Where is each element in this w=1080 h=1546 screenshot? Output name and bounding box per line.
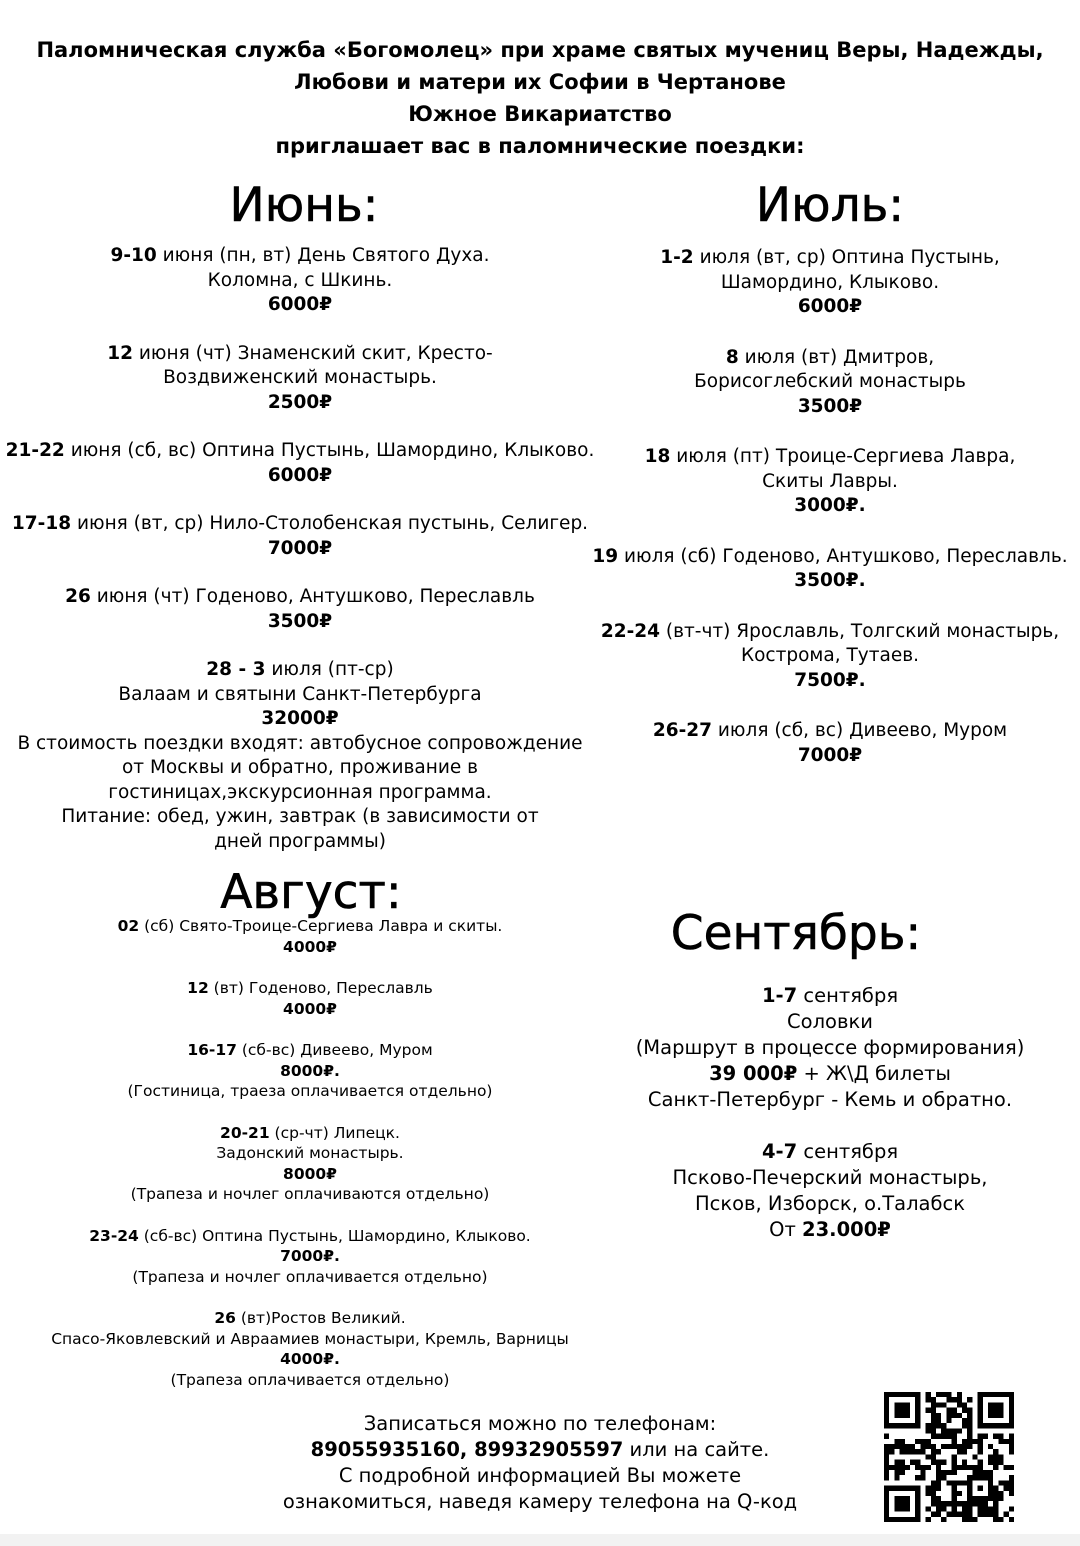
header-line-4: приглашает вас в паломнические поездки: xyxy=(275,134,805,158)
contact-info: Записаться можно по телефонам: 89055935160, 89932905597 или на сайте. С подробной информацией Вы можете ознакомиться, наведя камеру телефона на Q-код xyxy=(282,1412,798,1513)
september-event: 4-7 сентября Псково-Печерский монастырь, Псков, Изборск, о.Талабск От 23.000₽ xyxy=(672,1140,988,1241)
price: 6000₽ xyxy=(797,296,863,317)
june-event: 21-22 июня (сб, вс) Оптина Пустынь, Шамордино, Клыково. 6000₽ xyxy=(0,439,600,488)
july-event: 22-24 (вт-чт) Ярославль, Толгский монастырь, Кострома, Тутаев. 7500₽. xyxy=(570,620,1080,694)
august-event: 20-21 (ср-чт) Липецк. Задонский монастырь. 8000₽ (Трапеза и ночлег оплачиваются отдельно) xyxy=(0,1123,620,1205)
price: 3500₽ xyxy=(797,395,863,417)
header-line-1: Паломническая служба «Богомолец» при храме святых мучениц Веры, Надежды, xyxy=(36,38,1044,62)
payment-note: (Трапеза и ночлег оплачиваются отдельно) xyxy=(130,1185,490,1203)
august-event: 12 (вт) Годеново, Переславль 4000₽ xyxy=(0,978,620,1019)
price: 7500₽. xyxy=(794,669,866,691)
july-section xyxy=(570,180,1080,768)
price: 23.000₽ xyxy=(802,1218,891,1241)
june-event: 26 июня (чт) Годеново, Антушково, Переславль 3500₽ xyxy=(0,585,600,634)
june-event: 12 июня (чт) Знаменский скит, Кресто- Воздвиженский монастырь. 2500₽ xyxy=(0,342,600,416)
bottom-strip xyxy=(0,1534,1080,1546)
july-title: Июль: xyxy=(755,178,905,233)
september-event: 1-7 сентября Соловки (Маршрут в процессе формирования) 39 000₽ + Ж\Д билеты Санкт-Петербург - Кемь и обратно. xyxy=(635,984,1025,1111)
phone-numbers[interactable]: 89055935160, 89932905597 xyxy=(310,1438,624,1461)
price: 2500₽ xyxy=(267,391,333,413)
july-event: 8 июля (вт) Дмитров, Борисоглебский монастырь 3500₽ xyxy=(570,346,1080,420)
price: 4000₽ xyxy=(283,937,337,956)
payment-note: (Гостиница, траеза оплачивается отдельно) xyxy=(127,1082,493,1100)
payment-note: (Трапеза оплачивается отдельно) xyxy=(170,1370,450,1389)
trip-includes-note: В стоимость поездки входят: автобусное сопровождение от Москвы и обратно, проживание в гостиницах,экскурсионная программа. Питание: обед, ужин, завтрак (в зависимости от дней программы) xyxy=(17,732,583,852)
price: 7000₽. xyxy=(280,1247,340,1265)
august-event: 16-17 (сб-вс) Дивеево, Муром 8000₽. (Гостиница, траеза оплачивается отдельно) xyxy=(0,1040,620,1102)
header xyxy=(0,34,1080,162)
june-event: 17-18 июня (вт, ср) Нило-Столобенская пустынь, Селигер. 7000₽ xyxy=(0,512,600,561)
price: 4000₽ xyxy=(283,999,337,1018)
price: 32000₽ xyxy=(261,708,339,729)
august-event: 02 (сб) Свято-Троице-Сергиева Лавра и скиты. 4000₽ xyxy=(0,916,620,957)
august-event: 23-24 (сб-вс) Оптина Пустынь, Шамордино, Клыково. 7000₽. (Трапеза и ночлег оплачивается отдельно) xyxy=(0,1226,620,1288)
august-section xyxy=(0,865,620,1390)
june-event: 28 - 3 июля (пт-ср) Валаам и святыни Санкт-Петербурга 32000₽ В стоимость поездки входят: автобусное сопровождение от Москвы и обратно, проживание в гостиницах,экскурсионная программа. Питание: обед, ужин, завтрак (в зависимости от дней программы) xyxy=(0,658,600,854)
payment-note: (Трапеза и ночлег оплачивается отдельно) xyxy=(132,1267,488,1286)
august-event: 26 (вт)Ростов Великий. Спасо-Яковлевский и Авраамиев монастыри, Кремль, Варницы 4000₽. (Трапеза оплачивается отдельно) xyxy=(0,1308,620,1390)
price: 7000₽ xyxy=(267,537,333,559)
july-event: 18 июля (пт) Троице-Сергиева Лавра, Скиты Лавры. 3000₽. xyxy=(570,445,1080,519)
price: 3500₽ xyxy=(267,610,333,632)
july-event: 19 июля (сб) Годеново, Антушково, Переславль. 3500₽. xyxy=(570,545,1080,594)
price: 6000₽ xyxy=(267,294,333,315)
price: 39 000₽ xyxy=(709,1062,798,1085)
price: 3000₽. xyxy=(794,495,866,516)
june-section xyxy=(0,180,600,854)
qr-code[interactable] xyxy=(884,1392,1014,1522)
price: 3500₽. xyxy=(794,570,866,591)
june-event: 9-10 июня (пн, вт) День Святого Духа. Коломна, с Шкинь. 6000₽ xyxy=(0,244,600,318)
header-line-3: Южное Викариатство xyxy=(408,102,672,126)
july-event: 1-2 июля (вт, ср) Оптина Пустынь, Шамордино, Клыково. 6000₽ xyxy=(570,246,1080,320)
price: 8000₽ xyxy=(283,1164,337,1183)
july-event: 26-27 июля (сб, вс) Дивеево, Муром 7000₽ xyxy=(570,719,1080,768)
price: 8000₽. xyxy=(280,1061,340,1080)
june-title: Июнь: xyxy=(229,178,379,233)
header-line-2: Любови и матери их Софии в Чертанове xyxy=(294,70,786,94)
august-title: Август: xyxy=(220,865,402,920)
september-title: Сентябрь: xyxy=(670,906,922,961)
september-section xyxy=(570,908,1080,1243)
price: 6000₽ xyxy=(267,464,333,486)
price: 7000₽ xyxy=(797,744,863,766)
price: 4000₽. xyxy=(280,1350,340,1368)
